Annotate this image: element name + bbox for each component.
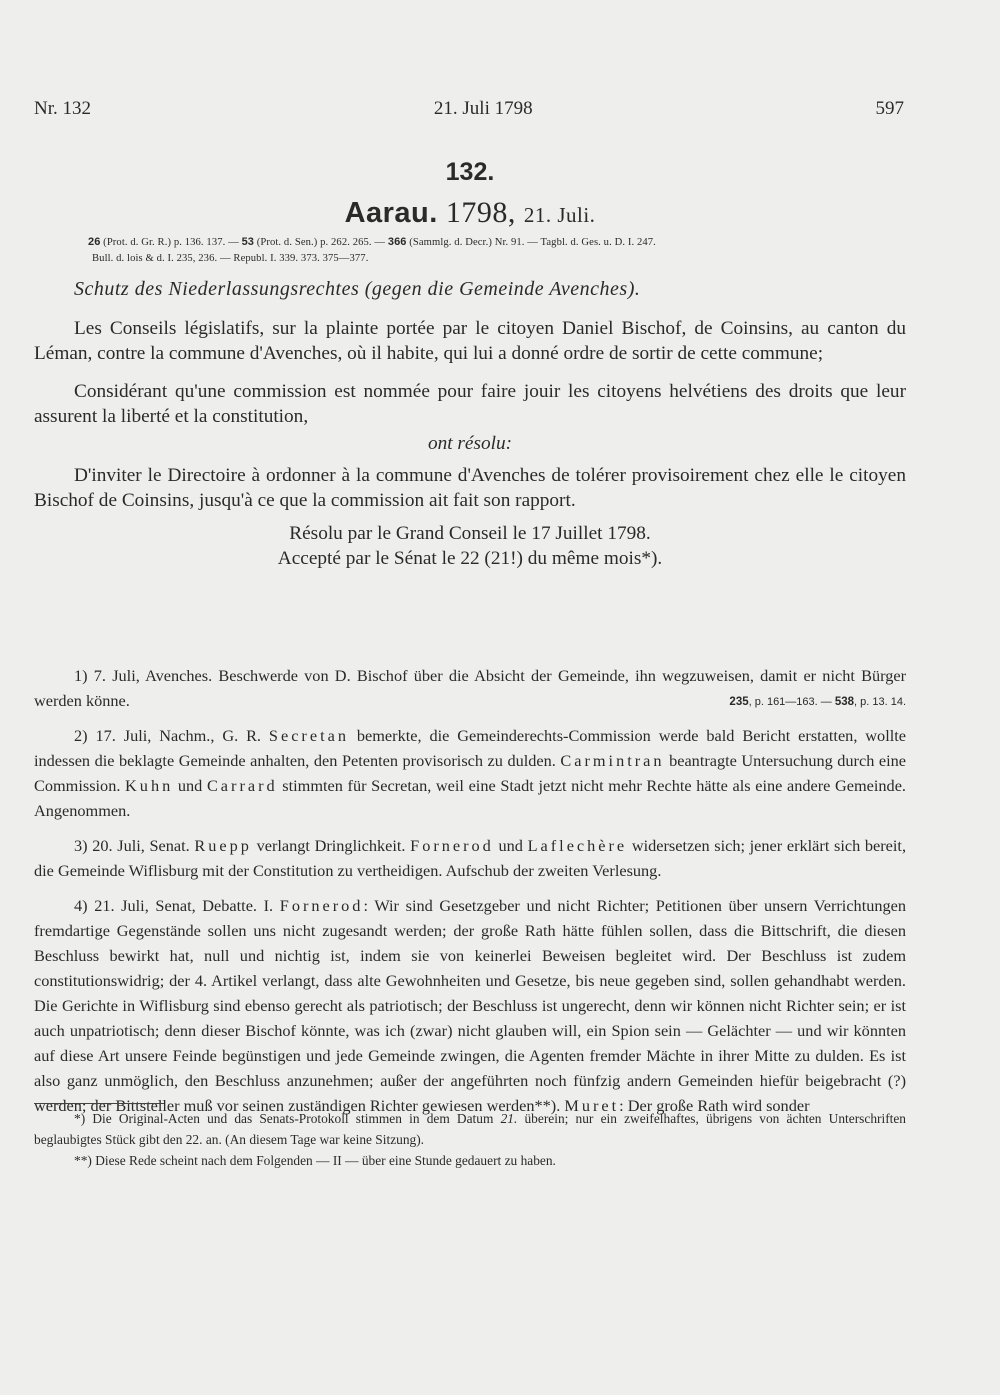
note-ref xyxy=(689,690,906,715)
ref-text: , p. 13. 14. xyxy=(854,696,906,708)
note-text: verlangt Dringlichkeit. xyxy=(251,836,411,855)
paragraph: Considérant qu'une commission est nommée pour faire jouir les citoyens helvétiens des droits que leur assurent la liberté et la constitution, xyxy=(34,381,906,427)
speaker-name: Ruepp xyxy=(194,836,252,855)
footnote-rule xyxy=(34,1103,164,1104)
header-doc-number: Nr. 132 xyxy=(34,98,91,119)
ref-text: (Sammlg. d. Decr.) Nr. 91. — Tagbl. d. Ges. u. D. I. 247. xyxy=(406,237,656,248)
source-line-2: Bull. d. lois & d. I. 235, 236. — Republ. I. 339. 373. 375—377. xyxy=(92,253,369,264)
footnote-2: **) Diese Rede scheint nach dem Folgenden — II — über eine Stunde gedauert zu haben. xyxy=(74,1153,556,1168)
speaker-name: Carmintran xyxy=(560,751,665,770)
note-text: widersetzen sich; jener erklärt sich bereit, die Gemeinde Wiflisburg mit der Constitution zu vertheidigen. Aufschub der zweiten Verlesung. xyxy=(34,836,907,880)
page-number: 597 xyxy=(875,98,904,119)
source-line-1 xyxy=(88,234,878,251)
header-date: 21. Juli 1798 xyxy=(433,98,533,119)
note-4 xyxy=(34,893,906,1118)
speaker-name: Kuhn xyxy=(125,776,174,795)
ref-text: , p. 161—163. — xyxy=(748,696,835,708)
footnote-1 xyxy=(34,1108,906,1150)
paragraph: D'inviter le Directoire à ordonner à la commune d'Avenches de tolérer provisoirement chez elle le citoyen Bischof de Coinsins, jusqu'à ce que la commission ait fait son rapport. xyxy=(34,465,906,511)
note-text: und xyxy=(493,836,528,855)
note-3 xyxy=(34,833,906,883)
speaker-name: Fornerod xyxy=(410,836,494,855)
footnotes xyxy=(34,1108,906,1171)
day: 21. Juli. xyxy=(523,203,596,227)
running-header xyxy=(34,96,904,122)
ref-text: (Prot. d. Sen.) p. 262. 265. — xyxy=(254,237,388,248)
signature-line: Accepté par le Sénat le 22 (21!) du même mois*). xyxy=(277,548,663,569)
place-name: Aarau. xyxy=(344,197,438,229)
ref-number: 235 xyxy=(729,696,749,708)
ref-number: 538 xyxy=(834,696,855,708)
note-text: 1) 7. Juli, Avenches. Beschwerde von D. Bischof über die Absicht der Gemeinde, ihn wegzuweisen, damit er nicht Bürger werden könne. xyxy=(34,666,906,710)
note-text: : Der große Rath wird sonder xyxy=(619,1096,810,1115)
year: 1798, xyxy=(445,196,516,229)
ref-number: 366 xyxy=(387,236,407,248)
note-text: beantragte Untersuchung durch eine Commission. xyxy=(34,751,906,795)
speaker-name: Laflechère xyxy=(527,836,628,855)
ref-text: (Prot. d. Gr. R.) p. 136. 137. — xyxy=(100,237,242,248)
historical-notes xyxy=(34,663,906,1128)
ref-number: 53 xyxy=(241,236,254,248)
note-text: 2) 17. Juli, Nachm., G. R. xyxy=(74,726,269,745)
note-text: 3) 20. Juli, Senat. xyxy=(74,836,195,855)
speaker-name: Secretan xyxy=(268,726,349,745)
speaker-name: Muret xyxy=(564,1096,620,1115)
place-date-heading xyxy=(0,196,940,230)
subject-heading: Schutz des Niederlassungsrechtes (gegen die Gemeinde Avenches). xyxy=(74,278,641,300)
footnote-text: überein; nur ein zweifelhaftes, übrigens von ächten Unterschriften beglaubigtes Stück gibt den 22. an. (An diesem Tage war keine Sitzung). xyxy=(34,1111,907,1147)
speaker-name: Carrard xyxy=(206,776,278,795)
ref-number: 26 xyxy=(88,236,101,248)
note-text: und xyxy=(173,776,207,795)
footnote-text: 21. xyxy=(500,1111,518,1126)
speaker-name: Fornerod xyxy=(279,896,364,915)
note-text: bemerkte, die Gemeinderechts-Commission werde bald Bericht erstatten, wollte indessen die beklagte Gemeinde anhalten, den Petenten provisorisch zu dulden. xyxy=(34,726,906,770)
note-1 xyxy=(34,663,906,713)
source-references xyxy=(88,234,878,267)
resolution-formula: ont résolu: xyxy=(427,433,513,454)
signature-line: Résolu par le Grand Conseil le 17 Juillet 1798. xyxy=(289,523,651,544)
document-number: 132. xyxy=(445,158,495,186)
decree-text xyxy=(34,316,906,571)
note-2 xyxy=(34,723,906,823)
note-text: : Wir sind Gesetzgeber und nicht Richter; Petitionen über unsern Verrichtungen fremdartige Gegenstände sollen uns nicht zugesandt werden; der große Rath hätte fühlen sollen, dass die Bittschrift, die diesen Beschluss bewirkt hat, null und nichtig ist, indem sie von keinerlei Beweisen begleitet wird. Der Beschluss ist zudem constitutionswidrig; der 4. Artikel verlangt, dass alte Gewohnheiten und Gesetze, bis neue gegeben sind, sollen gehandhabt werden. Die Gerichte in Wiflisburg sind ebenso gerecht als patriotisch; der Beschluss ist ungerecht, denn wir können nicht Richter sein; er ist auch unpatriotisch; denn dieser Bischof könnte, was ich (zwar) nicht glauben will, ein Spion sein — Gelächter — und wir könnten auf diese Art unsere Feinde begünstigen und jede Gemeinde zwingen, die Agenten fremder Mächte in ihrer Mitte zu dulden. Es ist also ganz unmöglich, den Beschluss anzunehmen; außer der angeführten noch fünfzig andern Gemeinden hiefür beigebracht (?) werden; der Bittsteller muß vor seinen zuständigen Richter gewiesen werden**). xyxy=(34,896,907,1115)
footnote-text: *) Die Original-Acten und das Senats-Protokoll stimmen in dem Datum xyxy=(74,1111,501,1126)
paragraph: Les Conseils législatifs, sur la plainte portée par le citoyen Daniel Bischof, de Coinsins, au canton du Léman, contre la commune d'Avenches, où il habite, qui lui a donné ordre de sortir de cette commune; xyxy=(34,318,906,364)
note-text: stimmten für Secretan, weil eine Stadt jetzt nicht mehr Rechte hätte als eine andere Gemeinde. Angenommen. xyxy=(34,776,906,820)
note-text: 4) 21. Juli, Senat, Debatte. I. xyxy=(74,896,280,915)
